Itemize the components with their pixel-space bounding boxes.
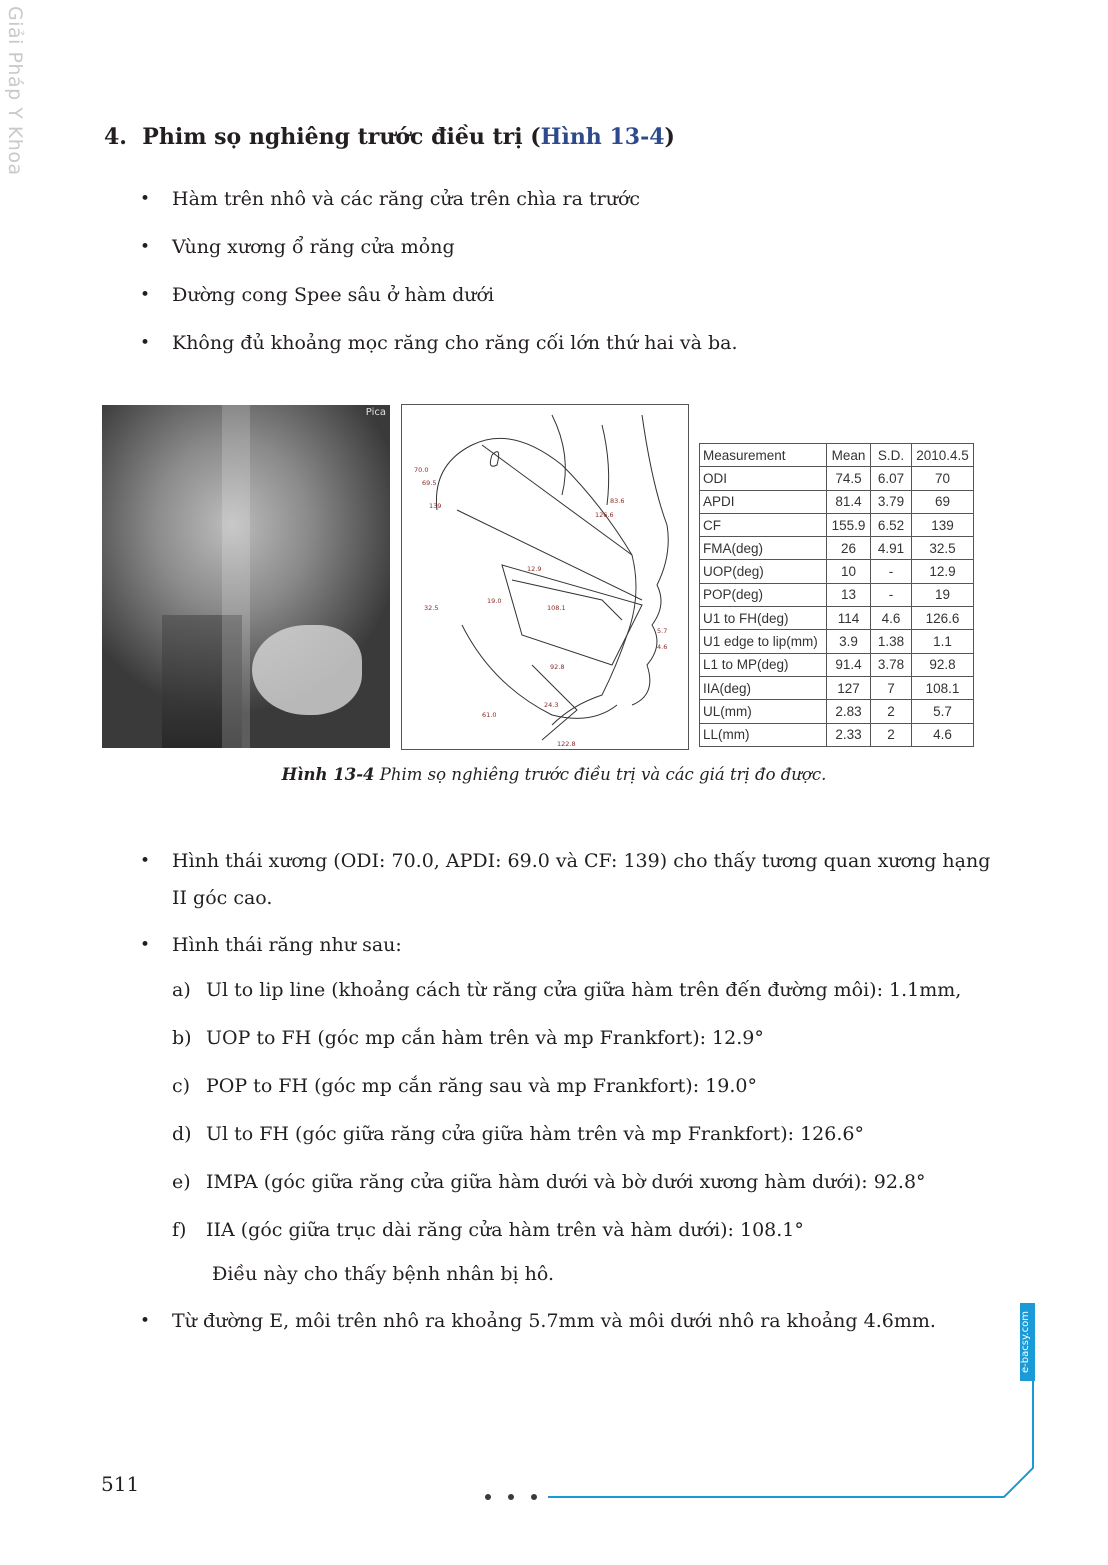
table-cell: 6.52 (871, 513, 912, 536)
tracing-label: 108.1 (547, 604, 566, 612)
dot (485, 1494, 491, 1500)
table-cell: 3.9 (827, 630, 871, 653)
list-item: • Hình thái xương (ODI: 70.0, APDI: 69.0 và CF: 139) cho thấy tương quan xương hạng II góc cao. (140, 843, 1010, 917)
table-cell: 1.38 (871, 630, 912, 653)
list-item: • Vùng xương ổ răng cửa mỏng (140, 229, 1010, 266)
table-header: 2010.4.5 (912, 444, 974, 467)
tracing-label: 24.3 (544, 701, 559, 709)
tracing-label: 70.0 (414, 466, 429, 474)
item-marker: c) (172, 1075, 191, 1097)
table-header: Mean (827, 444, 871, 467)
table-cell: 2 (871, 723, 912, 746)
table-cell: UL(mm) (700, 700, 827, 723)
list-item: • Hàm trên nhô và các răng cửa trên chìa ra trước (140, 181, 1010, 218)
dot (508, 1494, 514, 1500)
page-dots (485, 1485, 554, 1504)
table-cell: 2.33 (827, 723, 871, 746)
item-marker: b) (172, 1027, 192, 1049)
tracing-label: 139 (429, 502, 442, 510)
table-cell: 74.5 (827, 467, 871, 490)
tracing-label: 92.8 (550, 663, 565, 671)
table-cell: 127 (827, 676, 871, 699)
item-marker: a) (172, 979, 191, 1001)
table-cell: 5.7 (912, 700, 974, 723)
table-cell: 114 (827, 607, 871, 630)
table-cell: 70 (912, 467, 974, 490)
page-number: 511 (101, 1472, 140, 1496)
table-cell: APDI (700, 490, 827, 513)
item-marker: e) (172, 1171, 191, 1193)
table-cell: 1.1 (912, 630, 974, 653)
tracing-label: 4.6 (657, 643, 668, 651)
table-cell: IIA(deg) (700, 676, 827, 699)
table-cell: 26 (827, 537, 871, 560)
table-cell: CF (700, 513, 827, 536)
table-cell: FMA(deg) (700, 537, 827, 560)
table-header: Measurement (700, 444, 827, 467)
tracing-label: 12.9 (527, 565, 542, 573)
list-item-text: Hình thái răng như sau: (172, 934, 402, 956)
table-cell: 155.9 (827, 513, 871, 536)
table-cell: 4.6 (871, 607, 912, 630)
table-cell: 126.6 (912, 607, 974, 630)
tracing-label: 32.5 (424, 604, 439, 612)
table-cell: LL(mm) (700, 723, 827, 746)
table-cell: U1 to FH(deg) (700, 607, 827, 630)
tracing-label: 122.8 (557, 740, 576, 748)
list-item: • Đường cong Spee sâu ở hàm dưới (140, 277, 1010, 314)
table-cell: 2.83 (827, 700, 871, 723)
table-cell: 7 (871, 676, 912, 699)
table-cell: 32.5 (912, 537, 974, 560)
item-text: UOP to FH (góc mp cắn hàm trên và mp Frankfort): 12.9° (206, 1027, 764, 1049)
item-text: IIA (góc giữa trục dài răng cửa hàm trên và hàm dưới): 108.1° (206, 1219, 804, 1241)
list-item: • Từ đường E, môi trên nhô ra khoảng 5.7mm và môi dưới nhô ra khoảng 4.6mm. (140, 1303, 1010, 1340)
table-cell: 2 (871, 700, 912, 723)
table-cell: 3.78 (871, 653, 912, 676)
table-cell: L1 to MP(deg) (700, 653, 827, 676)
tracing-label: 126.6 (595, 511, 614, 519)
caption-text: Phim sọ nghiêng trước điều trị và các giá trị đo được. (374, 765, 827, 784)
table-cell: ODI (700, 467, 827, 490)
table-cell: 91.4 (827, 653, 871, 676)
side-brand-watermark: Giải Pháp Y Khoa (4, 6, 26, 176)
table-cell: - (871, 583, 912, 606)
item-marker: f) (172, 1219, 187, 1241)
conclusion-note: Điều này cho thấy bệnh nhân bị hô. (212, 1263, 555, 1285)
table-cell: 6.07 (871, 467, 912, 490)
table-cell: 19 (912, 583, 974, 606)
table-cell: U1 edge to lip(mm) (700, 630, 827, 653)
item-text: Ul to lip line (khoảng cách từ răng cửa giữa hàm trên đến đường môi): 1.1mm, (206, 979, 962, 1001)
item-text: Ul to FH (góc giữa răng cửa giữa hàm trên và mp Frankfort): 126.6° (206, 1123, 864, 1145)
tracing-label: 5.7 (657, 627, 668, 635)
item-text: IMPA (góc giữa răng cửa giữa hàm dưới và bờ dưới xương hàm dưới): 92.8° (206, 1171, 926, 1193)
list-item: • Không đủ khoảng mọc răng cho răng cối lớn thứ hai và ba. (140, 325, 1010, 362)
table-cell: 13 (827, 583, 871, 606)
item-marker: d) (172, 1123, 192, 1145)
table-cell: UOP(deg) (700, 560, 827, 583)
tracing-label: 19.0 (487, 597, 502, 605)
table-cell: 10 (827, 560, 871, 583)
table-cell: 4.6 (912, 723, 974, 746)
table-cell: POP(deg) (700, 583, 827, 606)
dot (531, 1494, 537, 1500)
table-cell: 3.79 (871, 490, 912, 513)
heading-text: Phim sọ nghiêng trước điều trị ( (142, 124, 541, 150)
table-cell: 92.8 (912, 653, 974, 676)
table-cell: 4.91 (871, 537, 912, 560)
caption-figure-label: Hình 13-4 (281, 765, 375, 784)
heading-number: 4. (104, 124, 127, 150)
table-cell: 139 (912, 513, 974, 536)
tracing-label: 69.5 (422, 479, 437, 487)
frame-line (548, 1380, 1033, 1497)
table-cell: 81.4 (827, 490, 871, 513)
table-header: S.D. (871, 444, 912, 467)
table-cell: 69 (912, 490, 974, 513)
tracing-label: 61.0 (482, 711, 497, 719)
heading-close: ) (664, 124, 675, 150)
table-cell: 12.9 (912, 560, 974, 583)
table-cell: 108.1 (912, 676, 974, 699)
xray-label: Pica (365, 407, 386, 418)
tracing-label: 83.6 (610, 497, 625, 505)
site-watermark: e-bacsy.com (1020, 1303, 1035, 1381)
table-cell: - (871, 560, 912, 583)
figure-reference-link[interactable]: Hình 13-4 (540, 124, 665, 150)
item-text: POP to FH (góc mp cắn răng sau và mp Frankfort): 19.0° (206, 1075, 757, 1097)
